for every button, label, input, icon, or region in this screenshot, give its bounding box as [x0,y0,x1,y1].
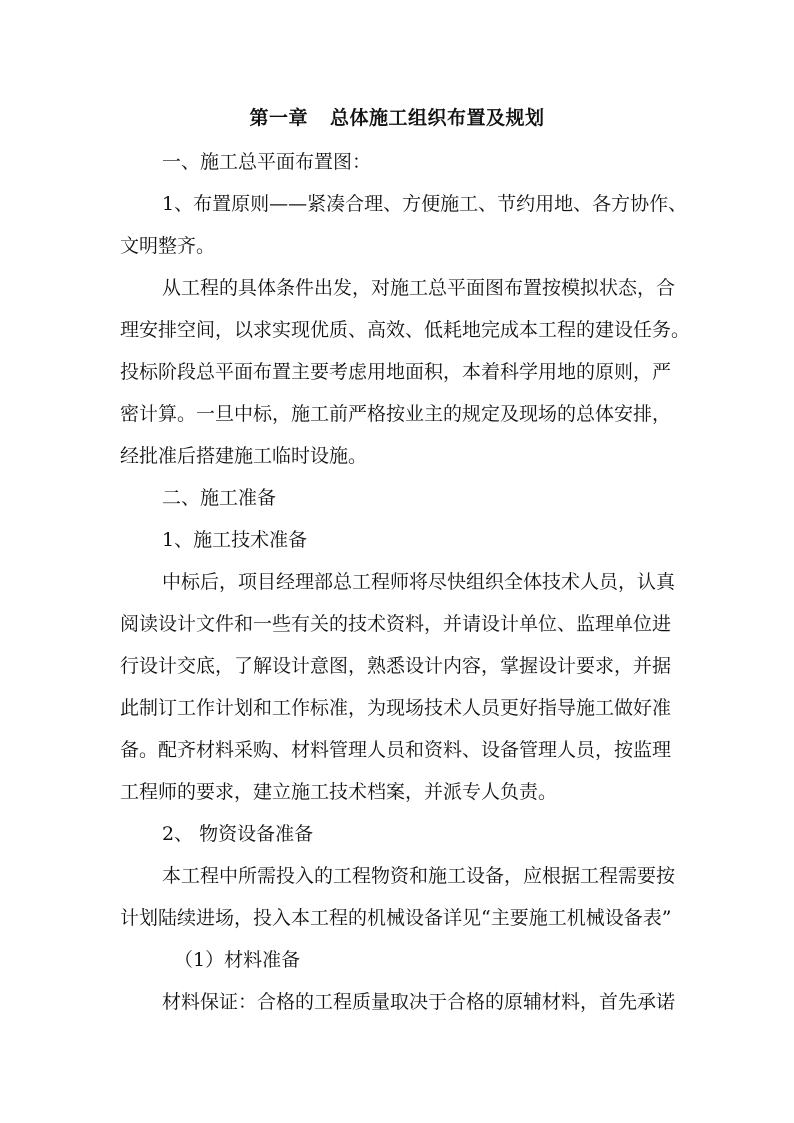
paragraph-line: 密计算。一旦中标，施工前严格按业主的规定及现场的总体安排， [120,403,672,425]
paragraph-line: 1、布置原则——紧凑合理、方便施工、节约用地、各方协作、 [162,193,688,215]
paragraph-line: 经批准后搭建施工临时设施。 [120,445,368,467]
paragraph-line: 投标阶段总平面布置主要考虑用地面积，本着科学用地的原则，严 [120,361,672,383]
paragraph-line: 行设计交底，了解设计意图，熟悉设计内容，掌握设计要求，并据 [120,655,672,677]
subsection-heading: 2、 物资设备准备 [162,823,314,845]
paragraph-line: 理安排空间，以求实现优质、高效、低耗地完成本工程的建设任务。 [120,319,691,341]
subsection-heading: （1）材料准备 [174,949,301,971]
paragraph-line: 工程师的要求，建立施工技术档案，并派专人负责。 [120,781,558,803]
section-heading: 二、施工准备 [162,487,277,509]
chapter-title [0,104,794,132]
paragraph-line: 此制订工作计划和工作标准，为现场技术人员更好指导施工做好准 [120,697,672,719]
paragraph-line: 备。配齐材料采购、材料管理人员和资料、设备管理人员，按监理 [120,739,672,761]
chapter-number: 第一章 [249,107,308,129]
paragraph-line: 计划陆续进场，投入本工程的机械设备详见“主要施工机械设备表” [120,907,672,929]
section-heading: 一、施工总平面布置图： [162,151,372,173]
paragraph-line: 从工程的具体条件出发，对施工总平面图布置按模拟状态，合 [162,277,676,299]
paragraph-line: 本工程中所需投入的工程物资和施工设备，应根据工程需要按 [162,865,676,887]
paragraph-line: 中标后，项目经理部总工程师将尽快组织全体技术人员，认真 [162,571,676,593]
paragraph-line: 文明整齐。 [120,235,216,257]
paragraph-line: 材料保证：合格的工程质量取决于合格的原辅材料，首先承诺 [162,991,676,1013]
chapter-heading: 总体施工组织布置及规划 [330,107,545,129]
subsection-heading: 1、施工技术准备 [162,529,308,551]
paragraph-line: 阅读设计文件和一些有关的技术资料，并请设计单位、监理单位进 [120,613,672,635]
